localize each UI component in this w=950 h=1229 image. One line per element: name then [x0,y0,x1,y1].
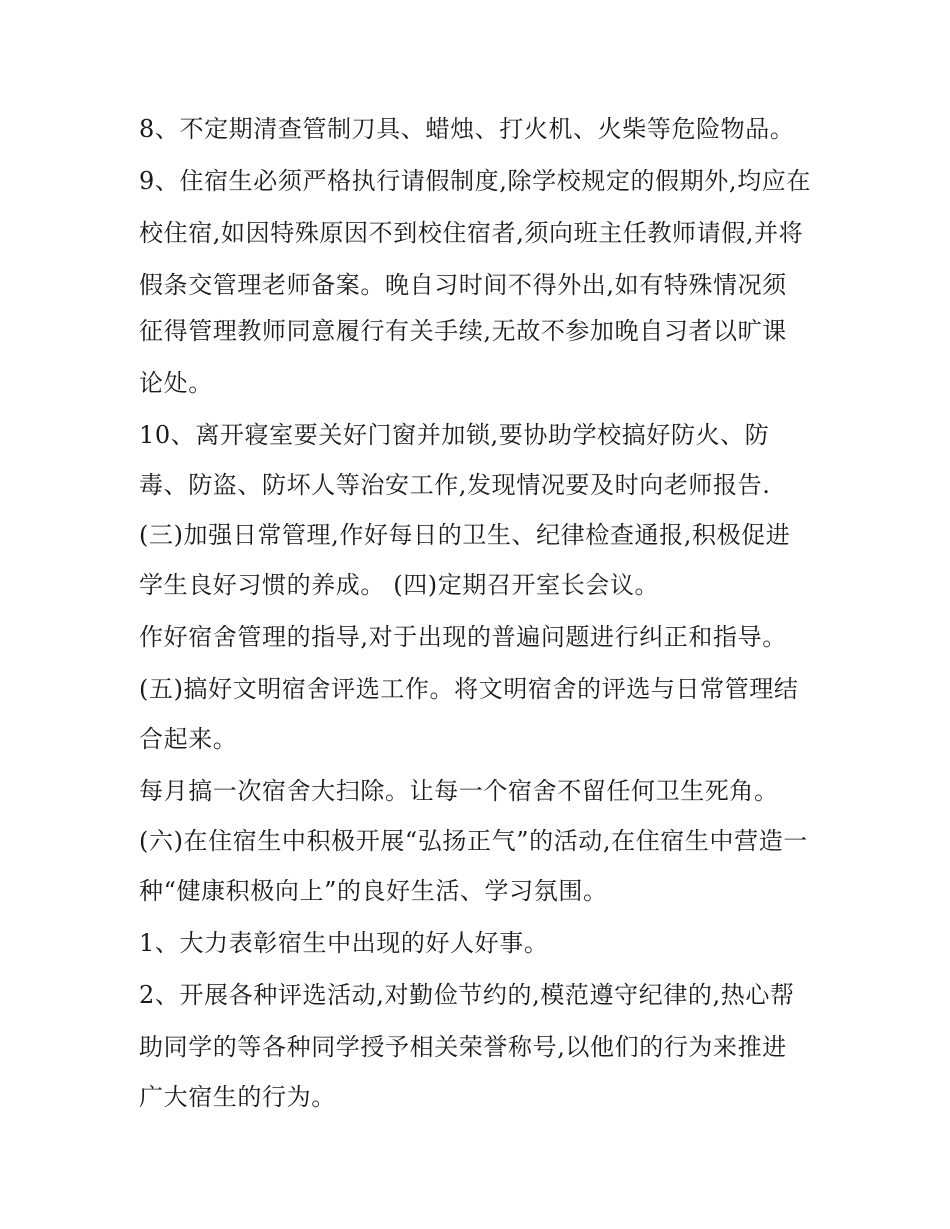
text-line: 毒、防盗、防坏人等治安工作,发现情况要及时向老师报告. [139,471,771,499]
text-line: 8、不定期清查管制刀具、蜡烛、打火机、火柴等危险物品。 [139,115,795,143]
text-line: 每月搞一次宿舍大扫除。让每一个宿舍不留任何卫生死角。 [139,777,779,805]
text-line: 2、开展各种评选活动,对勤俭节约的,模范遵守纪律的,热心帮 [139,981,795,1009]
text-line: 假条交管理老师备案。晚自习时间不得外出,如有特殊情况须 [139,271,787,299]
text-line: 合起来。 [139,725,238,753]
text-line: (三)加强日常管理,作好每日的卫生、纪律检查通报,积极促进 [139,521,791,549]
text-line: (五)搞好文明宿舍评选工作。将文明宿舍的评选与日常管理结 [139,675,799,703]
text-line: 10、离开寝室要关好门窗并加锁,要协助学校搞好防火、防 [139,421,770,449]
text-line: 1、大力表彰宿生中出现的好人好事。 [139,929,549,957]
text-line: 论处。 [139,369,213,397]
text-line: 校住宿,如因特殊原因不到校住宿者,须向班主任教师请假,并将 [139,219,804,247]
text-line: 助同学的等各种同学授予相关荣誉称号,以他们的行为来推进 [139,1033,787,1061]
text-line: 9、住宿生必须严格执行请假制度,除学校规定的假期外,均应在 [139,167,811,195]
text-line: (六)在住宿生中积极开展“弘扬正气”的活动,在住宿生中营造一 [139,827,808,855]
text-line: 学生良好习惯的养成。 (四)定期召开室长会议。 [139,571,660,599]
text-line: 作好宿舍管理的指导,对于出现的普遍问题进行纠正和指导。 [139,623,787,651]
text-line: 种“健康积极向上”的良好生活、学习氛围。 [139,877,608,905]
text-line: 广大宿生的行为。 [139,1083,336,1111]
text-line: 征得管理教师同意履行有关手续,无故不参加晚自习者以旷课 [139,317,787,345]
